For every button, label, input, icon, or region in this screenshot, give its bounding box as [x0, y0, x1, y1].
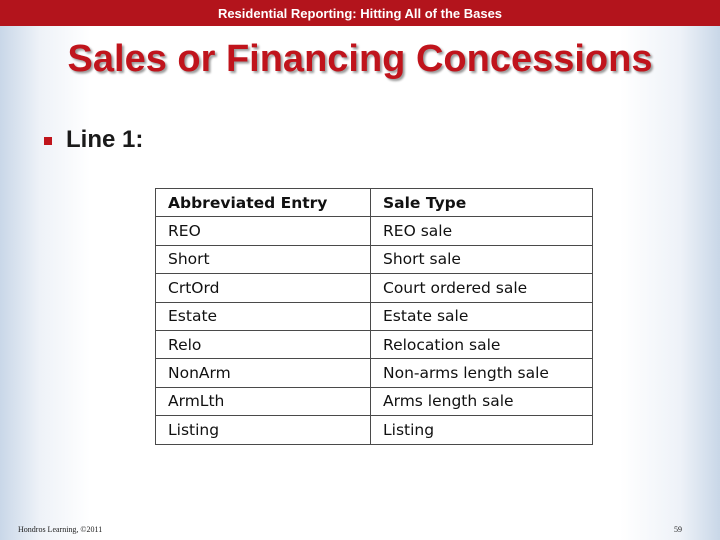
table-row: [156, 274, 593, 302]
abbreviated-entry-cell: REO: [156, 217, 371, 245]
abbreviated-entry-cell: CrtOrd: [156, 274, 371, 302]
sale-type-table: [155, 188, 593, 445]
sale-type-cell: Arms length sale: [371, 387, 593, 415]
footer-copyright: Hondros Learning, ©2011: [18, 525, 103, 534]
table-row: [156, 245, 593, 273]
abbreviated-entry-cell: Relo: [156, 330, 371, 358]
bullet-text: Line 1:: [66, 126, 144, 153]
abbreviated-entry-cell: Short: [156, 245, 371, 273]
sale-type-cell: Listing: [371, 416, 593, 444]
page-number: 59: [674, 525, 682, 534]
column-header-sale-type: Sale Type: [371, 189, 593, 217]
sale-type-cell: REO sale: [371, 217, 593, 245]
sale-type-table-container: [155, 188, 593, 445]
abbreviated-entry-cell: NonArm: [156, 359, 371, 387]
sale-type-cell: Short sale: [371, 245, 593, 273]
column-header-abbreviated-entry: Abbreviated Entry: [156, 189, 371, 217]
table-row: [156, 217, 593, 245]
table-row: [156, 416, 593, 444]
sale-type-cell: Court ordered sale: [371, 274, 593, 302]
abbreviated-entry-cell: ArmLth: [156, 387, 371, 415]
header-banner: Residential Reporting: Hitting All of the Bases: [0, 0, 720, 26]
table-row: [156, 359, 593, 387]
table-row: [156, 302, 593, 330]
sale-type-cell: Non-arms length sale: [371, 359, 593, 387]
slide-title: Sales or Financing Concessions: [67, 38, 653, 80]
sale-type-cell: Estate sale: [371, 302, 593, 330]
bullet-item: [44, 126, 143, 154]
sale-type-cell: Relocation sale: [371, 330, 593, 358]
table-header-row: [156, 189, 593, 217]
square-bullet-icon: [44, 137, 52, 145]
table-row: [156, 330, 593, 358]
abbreviated-entry-cell: Estate: [156, 302, 371, 330]
table-row: [156, 387, 593, 415]
abbreviated-entry-cell: Listing: [156, 416, 371, 444]
